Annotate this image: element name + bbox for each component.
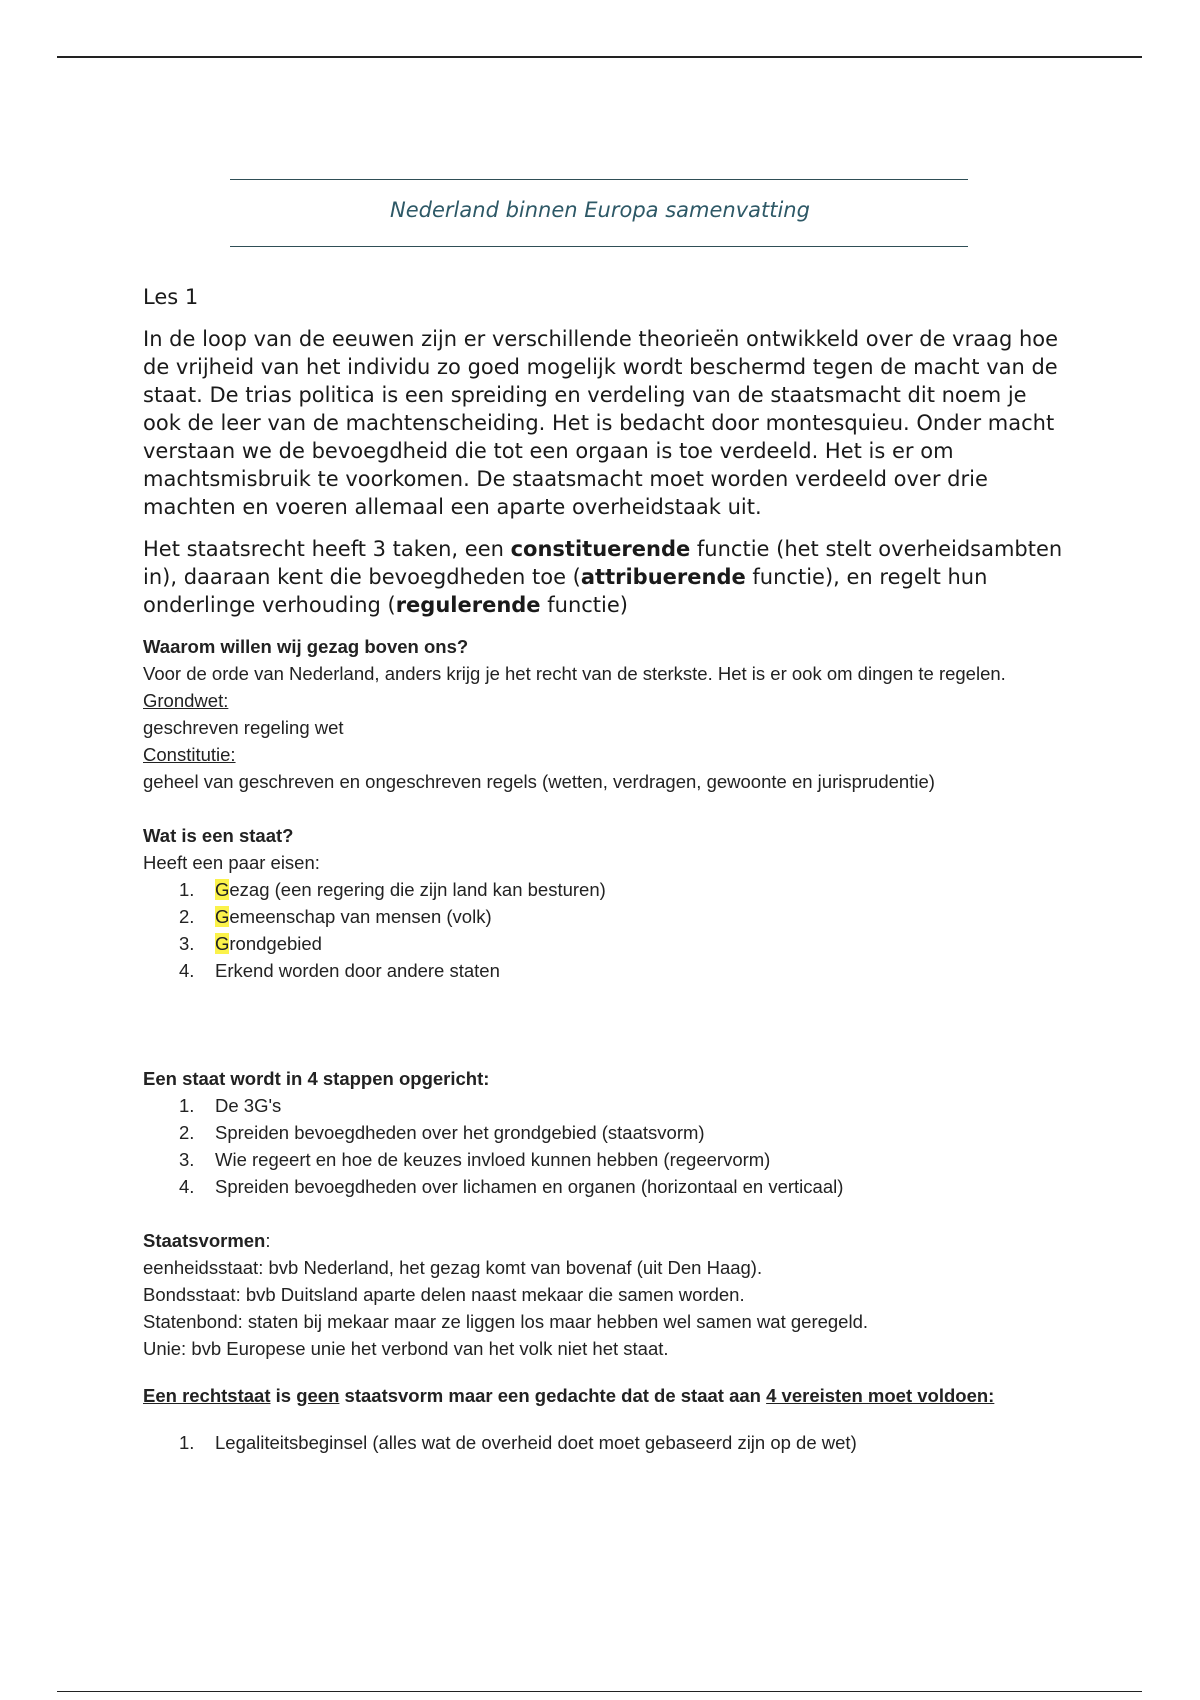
list-item xyxy=(143,1146,1063,1173)
staatsvorm-line: Statenbond: staten bij mekaar maar ze liggen los maar hebben wel samen wat geregeld. xyxy=(143,1311,869,1332)
grondwet-label: Grondwet: xyxy=(143,690,229,711)
list-number: 2. xyxy=(179,906,195,927)
bold-term: constituerende xyxy=(510,537,691,561)
document-body xyxy=(143,283,1063,1456)
constitutie-label: Constitutie: xyxy=(143,744,236,765)
list-item xyxy=(143,1119,1063,1146)
staatsvorm-line: Bondsstaat: bvb Duitsland aparte delen naast mekaar die samen worden. xyxy=(143,1284,745,1305)
underlined-term: geen xyxy=(296,1385,340,1406)
bold-term: regulerende xyxy=(395,593,541,617)
document-title: Nederland binnen Europa samenvatting xyxy=(390,198,810,222)
list-item xyxy=(143,1429,1063,1456)
list-number: 3. xyxy=(179,1149,195,1170)
text-fragment: Het staatsrecht heeft 3 taken, een xyxy=(143,537,511,561)
staatsvorm-line: Unie: bvb Europese unie het verbond van het volk niet het staat. xyxy=(143,1338,669,1359)
list-number: 4. xyxy=(179,960,195,981)
list-item xyxy=(143,1092,1063,1119)
paragraph-staatsrecht xyxy=(143,535,1063,619)
section-heading-rechtstaat xyxy=(143,1382,1063,1409)
heading-text: Wat is een staat? xyxy=(143,825,294,846)
list-text: Erkend worden door andere staten xyxy=(215,960,500,981)
highlighted-letter: G xyxy=(215,933,230,954)
underlined-term: Een rechtstaat xyxy=(143,1385,271,1406)
list-item xyxy=(143,930,1063,957)
staat-intro: Heeft een paar eisen: xyxy=(143,852,320,873)
highlighted-letter: G xyxy=(215,906,230,927)
underlined-term: 4 vereisten moet voldoen: xyxy=(766,1385,995,1406)
list-item xyxy=(143,957,1063,984)
text-fragment: functie), en regelt hun onderlinge verhouding ( xyxy=(143,565,988,617)
list-text: Legaliteitsbeginsel (alles wat de overheid doet moet gebaseerd zijn op de wet) xyxy=(215,1432,857,1453)
staat-requirements-list xyxy=(143,876,1063,984)
heading-text: Een staat wordt in 4 stappen opgericht: xyxy=(143,1068,490,1089)
section-heading-stappen xyxy=(143,1065,1063,1092)
section-heading-staatsvormen xyxy=(143,1227,1063,1254)
text-fragment: functie (het stelt overheidsambten in), daaraan kent die bevoegdheden toe ( xyxy=(143,537,1063,589)
list-number: 3. xyxy=(179,933,195,954)
constitutie-definition: geheel van geschreven en ongeschreven regels (wetten, verdragen, gewoonte en jurisprudentie) xyxy=(143,771,935,792)
page-bottom-rule xyxy=(57,1691,1142,1692)
rechtstaat-requirements-list xyxy=(143,1429,1063,1456)
list-item xyxy=(143,876,1063,903)
text-fragment: : xyxy=(265,1230,271,1251)
list-text: Spreiden bevoegdheden over het grondgebied (staatsvorm) xyxy=(215,1122,705,1143)
list-text xyxy=(215,930,322,957)
text-fragment: emeenschap van mensen (volk) xyxy=(229,906,492,927)
list-text: Spreiden bevoegdheden over lichamen en organen (horizontaal en verticaal) xyxy=(215,1176,844,1197)
gezag-answer: Voor de orde van Nederland, anders krijg je het recht van de sterkste. Het is er ook om dingen te regelen. xyxy=(143,663,1006,684)
list-number: 4. xyxy=(179,1176,195,1197)
list-number: 1. xyxy=(179,879,195,900)
list-item xyxy=(143,903,1063,930)
list-item xyxy=(143,1173,1063,1200)
list-number: 2. xyxy=(179,1122,195,1143)
title-rule-top xyxy=(230,179,968,180)
section-heading-gezag xyxy=(143,633,1063,660)
text-fragment: ezag (een regering die zijn land kan besturen) xyxy=(229,879,606,900)
list-text xyxy=(215,876,606,903)
list-text: De 3G's xyxy=(215,1095,282,1116)
highlighted-letter: G xyxy=(215,879,230,900)
title-rule-bottom xyxy=(230,246,968,247)
list-number: 1. xyxy=(179,1095,195,1116)
list-text xyxy=(215,903,492,930)
text-fragment: staatsvorm maar een gedachte dat de staat aan xyxy=(339,1385,767,1406)
list-text: Wie regeert en hoe de keuzes invloed kunnen hebben (regeervorm) xyxy=(215,1149,771,1170)
heading-text: Staatsvormen xyxy=(143,1230,266,1251)
text-fragment: is xyxy=(270,1385,297,1406)
text-fragment: functie) xyxy=(540,593,628,617)
grondwet-definition: geschreven regeling wet xyxy=(143,717,344,738)
staatsvorm-line: eenheidsstaat: bvb Nederland, het gezag komt van bovenaf (uit Den Haag). xyxy=(143,1257,763,1278)
bold-term: attribuerende xyxy=(580,565,746,589)
stappen-list xyxy=(143,1092,1063,1200)
heading-text: Waarom willen wij gezag boven ons? xyxy=(143,636,469,657)
list-number: 1. xyxy=(179,1432,195,1453)
paragraph-trias-politica: In de loop van de eeuwen zijn er verschillende theorieën ontwikkeld over de vraag hoe de vrijheid van het individu zo goed mogelijk wordt beschermd tegen de macht van de staat. De trias politica is een spreiding en verdeling van de staatsmacht dit noem je ook de leer van de machtenscheiding. Het is bedacht door montesquieu. Onder macht verstaan we de bevoegdheid die tot een orgaan is toe verdeeld. Het is er om machtsmisbruik te voorkomen. De staatsmacht moet worden verdeeld over drie machten en voeren allemaal een aparte overheidstaak uit. xyxy=(143,327,1059,519)
text-fragment: rondgebied xyxy=(229,933,322,954)
section-heading-staat xyxy=(143,822,1063,849)
lesson-heading: Les 1 xyxy=(143,285,199,309)
page-top-rule xyxy=(57,56,1142,58)
